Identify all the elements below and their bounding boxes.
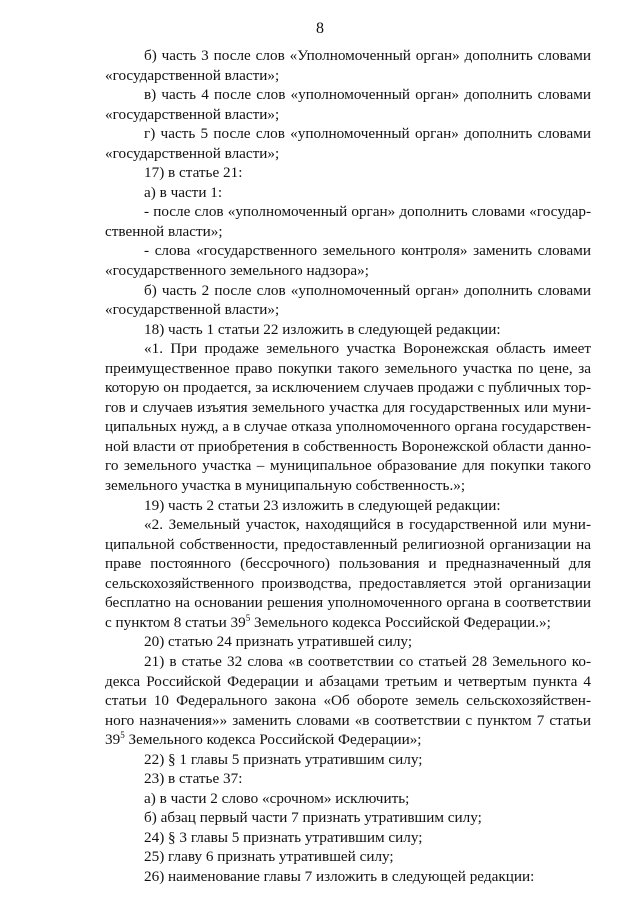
superscript: 5 (245, 612, 251, 623)
paragraph: 22) § 1 главы 5 признать утратившим силу; (144, 750, 423, 768)
superscript: 5 (120, 730, 125, 741)
paragraph: 21) в статье 32 слова «в соответствии со статьей 28 Земельного кодекса Российской Федерации и абзацами третьим и четвертым пункта 4 статьи 10 Федерального закона «Об обороте земель сельскохозяйственного назначения»» заменить словами «в соответствии с пунктом 7 статьи $39^5$ Земельного кодекса Российской Федерации»; (105, 652, 591, 749)
paragraph: 19) часть 2 статьи 23 изложить в следующей редакции: (144, 496, 501, 514)
paragraph: а) в части 1: (144, 183, 223, 201)
paragraph: 24) § 3 главы 5 признать утратившим силу; (144, 828, 423, 846)
paragraph: г) часть 5 после слов «уполномоченный орган» дополнить словами «государственной власти»; (105, 125, 591, 162)
paragraph: 17) в статье 21: (144, 164, 243, 182)
paragraph: 23) в статье 37: (144, 770, 243, 788)
paragraph: «2. Земельный участок, находящийся в государственной или муниципальной собственности, предоставленный религиозной организации на праве постоянного (бессрочного) пользования и предназначенный для сельскохозяйственного производства, предоставляется этой организации бесплатно на основании решения уполномоченного органа в соответствии с пунктом 8 статьи $39^5$ Земельного кодекса Российской Федерации.»; (105, 516, 591, 631)
paragraph: б) часть 2 после слов «уполномоченный орган» дополнить словами «государственной власти»; (105, 281, 591, 319)
paragraph: «1. При продаже земельного участка Воронежская область имеет преимущественное право покупки такого земельного участка по цене, за которую он продается, за исключением случаев продажи с публичных торгов и случаев изъятия земельного участка для государственных или муниципальных нужд, а в случае отказа уполномоченного органа государственной власти от приобретения в собственность Воронежской области данного земельного участка – муниципальное образование для покупки такого земельного участка в муниципальную собственность.»; (105, 340, 591, 495)
paragraph: б) абзац первый части 7 признать утратившим силу; (144, 809, 482, 827)
paragraph: 18) часть 1 статьи 22 изложить в следующей редакции: (144, 320, 501, 338)
paragraph: - после слов «уполномоченный орган» дополнить словами «государственной власти»; (105, 203, 591, 240)
paragraph: - слова «государственного земельного контроля» заменить словами «государственного земельного надзора»; (105, 242, 591, 280)
paragraph: в) часть 4 после слов «уполномоченный орган» дополнить словами «государственной власти»; (105, 86, 591, 123)
paragraph: а) в части 2 слово «срочном» исключить; (144, 789, 410, 807)
page-number: 8 (316, 20, 324, 37)
document-body (105, 46, 591, 887)
paragraph: 25) главу 6 признать утратившей силу; (144, 848, 394, 866)
paragraph: 20) статью 24 признать утратившей силу; (144, 633, 413, 651)
paragraph: б) часть 3 после слов «Уполномоченный орган» дополнить словами «государственной власти»; (105, 47, 591, 84)
paragraph: 26) наименование главы 7 изложить в следующей редакции: (144, 867, 535, 885)
